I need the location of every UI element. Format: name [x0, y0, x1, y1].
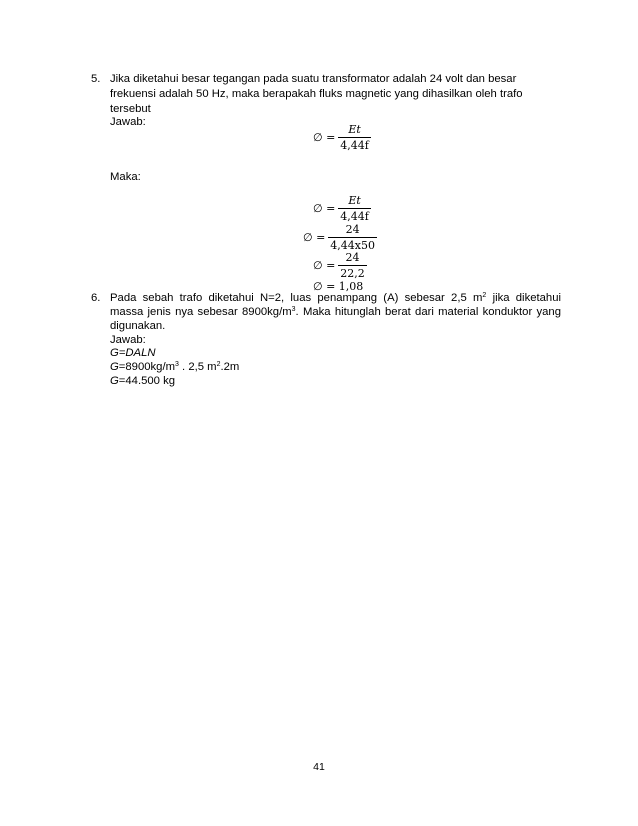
question-5-line-3: tersebut	[110, 103, 151, 115]
question-6-line-2-text: massa jenis nya sebesar 8900kg/m	[110, 306, 292, 318]
phi-symbol: ∅ =	[313, 259, 336, 272]
question-6-answer-label: Jawab:	[110, 334, 146, 346]
calc-step-1	[313, 194, 371, 223]
calc-step-3	[313, 251, 367, 280]
phi-symbol: ∅ =	[313, 131, 336, 144]
question-6-line-2	[110, 306, 561, 319]
flux-formula	[313, 123, 371, 152]
superscript-3: 3	[291, 306, 296, 313]
maka-label: Maka:	[110, 171, 141, 183]
formula-numerator: Et	[338, 123, 371, 138]
question-6-line-1-tail: jika diketahui	[486, 292, 561, 304]
step1-denominator: 4,44f	[340, 210, 369, 223]
weight-result	[110, 375, 175, 388]
question-5-answer-label: Jawab:	[110, 116, 146, 128]
step1-numerator: Et	[338, 194, 371, 209]
question-5-number: 5.	[91, 73, 101, 85]
weight-variable: G	[110, 375, 119, 387]
page-number: 41	[313, 761, 325, 773]
question-5-line-2: frekuensi adalah 50 Hz, maka berapakah fluks magnetic yang dihasilkan oleh trafo	[110, 88, 523, 100]
step2-numerator: 24	[328, 223, 377, 238]
weight-value: =44.500 kg	[118, 375, 176, 387]
question-5-line-1: Jika diketahui besar tegangan pada suatu transformator adalah 24 volt dan besar	[110, 73, 517, 85]
question-6-line-1	[110, 292, 561, 305]
formula-denominator: 4,44f	[340, 139, 369, 152]
phi-symbol: ∅ =	[313, 280, 336, 293]
step2-denominator: 4,44x50	[330, 239, 375, 252]
step3-denominator: 22,2	[340, 267, 365, 280]
question-6-number: 6.	[91, 292, 101, 304]
weight-formula: G=DALN	[110, 347, 156, 359]
question-6-line-3: digunakan.	[110, 320, 166, 332]
calc-length: .2m	[220, 361, 240, 373]
calc-area: . 2,5 m	[178, 361, 217, 373]
question-6-line-1-text: Pada sebah trafo diketahui N=2, luas penampang (A) sebesar 2,5 m	[110, 292, 483, 304]
superscript-2: 2	[482, 292, 487, 299]
weight-variable: G	[110, 361, 119, 373]
weight-calculation	[110, 361, 239, 374]
step3-numerator: 24	[338, 251, 367, 266]
question-6-line-2-tail: . Maka hitunglah berat dari material konduktor yang	[295, 306, 561, 318]
flux-result: 1,08	[338, 280, 364, 293]
calc-density: =8900kg/m	[118, 361, 176, 373]
phi-symbol: ∅ =	[313, 202, 336, 215]
calc-step-2	[303, 223, 377, 252]
superscript-2: 2	[216, 361, 221, 368]
superscript-3: 3	[175, 361, 179, 368]
phi-symbol: ∅ =	[303, 231, 326, 244]
